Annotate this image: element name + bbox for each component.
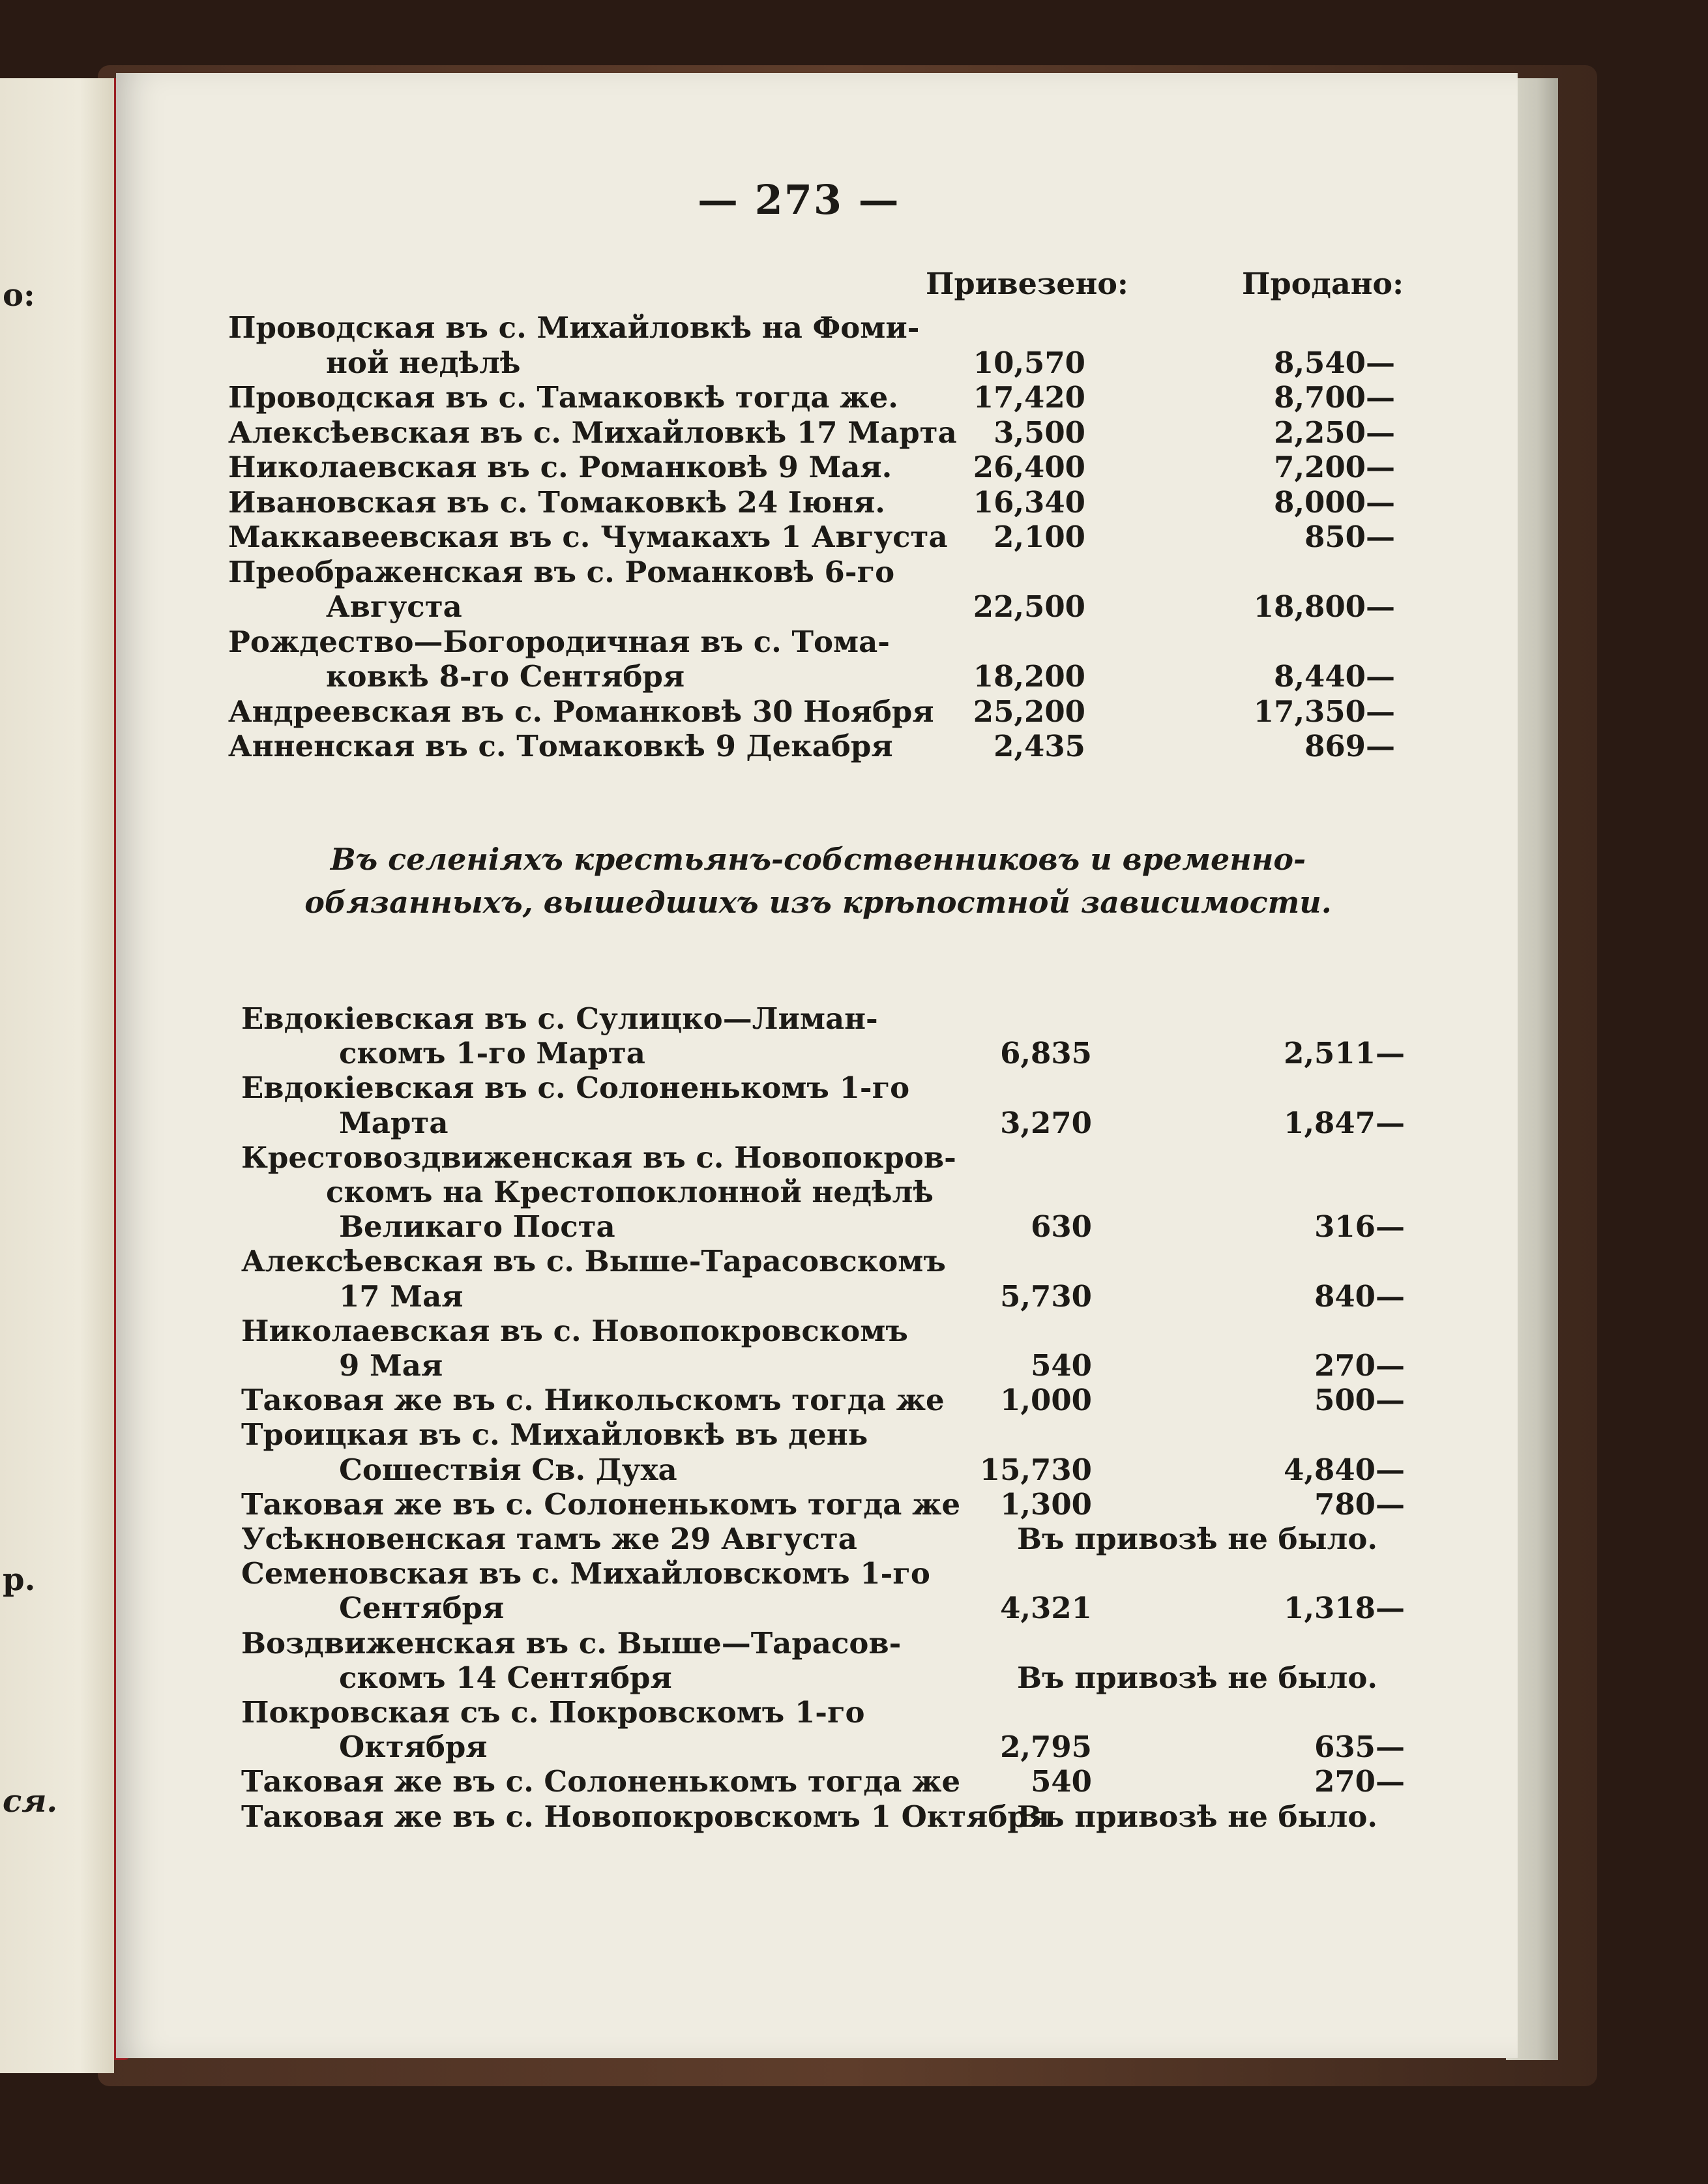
left-fragment: ся.: [3, 1783, 58, 1820]
sold-value: 270—: [1314, 1348, 1405, 1383]
fair-name-line: скомъ 1-го Марта: [339, 1036, 645, 1071]
fair-name-line: Сошествія Св. Духа: [339, 1452, 677, 1487]
brought-value: 2,795: [1000, 1730, 1092, 1765]
fair-name-line: Маккавеевская въ с. Чумакахъ 1 Августа: [228, 520, 948, 554]
section-title: Въ селеніяхъ крестьянъ-собственниковъ и временно-обязанныхъ, вышедшихъ изъ крѣпостной зависимости.: [304, 842, 1332, 920]
fair-name-line: Николаевская въ с. Романковѣ 9 Мая.: [228, 450, 892, 484]
page-number: — 273 —: [698, 176, 900, 224]
sold-value: 1,318—: [1284, 1591, 1405, 1626]
fair-name-line: Алексѣевская въ с. Михайловкѣ 17 Марта: [228, 415, 957, 450]
sold-value: 500—: [1314, 1383, 1405, 1418]
table-row-line: [0, 1694, 1708, 1731]
table-row-line: [0, 1763, 1708, 1800]
fair-name-line: Марта: [339, 1105, 449, 1140]
table-row-line: [0, 310, 1708, 346]
column-header-sold: Продано:: [1242, 266, 1404, 301]
brought-value: 25,200: [973, 694, 1085, 729]
table-row-line: [0, 624, 1708, 660]
brought-value: 630: [1031, 1209, 1092, 1245]
table-row-line: [0, 1140, 1708, 1176]
fair-name-line: скомъ 14 Сентября: [339, 1660, 672, 1695]
fair-name-line: Семеновская въ с. Михайловскомъ 1-го: [241, 1556, 930, 1591]
table-row-line: [0, 1660, 1708, 1696]
sold-value: 316—: [1314, 1209, 1405, 1245]
fair-name-line: Проводская въ с. Тамаковкѣ тогда же.: [228, 380, 898, 415]
fair-name-line: ной недѣлѣ: [326, 345, 521, 380]
brought-value: 10,570: [973, 345, 1085, 380]
fair-name-line: Анненская въ с. Томаковкѣ 9 Декабря: [228, 729, 893, 763]
left-fragment: о:: [3, 277, 35, 314]
fair-name-line: Сентября: [339, 1591, 505, 1626]
table-row-line: [0, 1105, 1708, 1142]
table-row-line: [0, 1174, 1708, 1211]
brought-value: 6,835: [1000, 1036, 1092, 1071]
fair-name-line: Таковая же въ с. Солоненькомъ тогда же: [241, 1486, 961, 1522]
fair-name-line: Покровская съ с. Покровскомъ 1-го: [241, 1695, 865, 1730]
brought-value: 5,730: [1000, 1278, 1092, 1314]
sold-value: 8,440—: [1274, 659, 1395, 694]
sold-value: 1,847—: [1284, 1105, 1405, 1140]
table-row-line: [0, 1452, 1708, 1488]
sold-value: 635—: [1314, 1730, 1405, 1765]
fair-name-line: Троицкая въ с. Михайловкѣ въ день: [241, 1417, 868, 1453]
table-row-line: [0, 1070, 1708, 1106]
sold-value: 2,250—: [1274, 415, 1395, 450]
table-row-line: [0, 658, 1708, 695]
fair-name-line: Николаевская въ с. Новопокровскомъ: [241, 1313, 908, 1348]
brought-value: 17,420: [973, 380, 1085, 415]
table-row-line: [0, 1243, 1708, 1280]
fair-name-line: Евдокіевская въ с. Сулицко—Лиман-: [241, 1001, 878, 1036]
table-row-line: [0, 345, 1708, 381]
fair-name-line: Великаго Поста: [339, 1209, 615, 1245]
fair-name-line: скомъ на Крестопоклонной недѣлѣ: [326, 1175, 934, 1209]
sold-value: 840—: [1314, 1278, 1405, 1314]
sold-value: 850—: [1304, 520, 1395, 554]
fair-name-line: Октября: [339, 1730, 488, 1765]
brought-value: 2,435: [994, 729, 1085, 763]
table-row-line: [0, 1348, 1708, 1384]
sold-value: 8,000—: [1274, 484, 1395, 520]
sold-value: 7,200—: [1274, 450, 1395, 484]
sold-value: 8,540—: [1274, 345, 1395, 380]
table-row-line: [0, 1521, 1708, 1557]
fair-name-line: Воздвиженская въ с. Выше—Тарасов-: [241, 1625, 902, 1660]
fair-name-line: ковкѣ 8-го Сентября: [326, 659, 685, 694]
not-brought-note: Въ привозѣ не было.: [1017, 1660, 1378, 1695]
fair-name-line: Алексѣевская въ с. Выше-Тарасовскомъ: [241, 1244, 946, 1279]
table-row-line: [0, 589, 1708, 625]
fair-name-line: Проводская въ с. Михайловкѣ на Фоми-: [228, 310, 920, 345]
fair-name-line: Ивановская въ с. Томаковкѣ 24 Іюня.: [228, 484, 885, 520]
brought-value: 18,200: [973, 659, 1085, 694]
table-row-line: [0, 1035, 1708, 1072]
table-row-line: [0, 1001, 1708, 1037]
fair-name-line: 9 Мая: [339, 1348, 443, 1383]
table-row-line: [0, 1625, 1708, 1662]
table-row-line: [0, 1417, 1708, 1453]
fair-name-line: Таковая же въ с. Никольскомъ тогда же: [241, 1383, 945, 1418]
table-row-line: [0, 554, 1708, 591]
table-row-line: [0, 1382, 1708, 1419]
brought-value: 22,500: [973, 589, 1085, 624]
brought-value: 4,321: [1000, 1591, 1092, 1626]
table-row-line: [0, 1209, 1708, 1245]
fair-name-line: Августа: [326, 589, 462, 624]
sold-value: 18,800—: [1253, 589, 1395, 624]
sold-value: 869—: [1304, 729, 1395, 763]
table-row-line: [0, 1486, 1708, 1523]
table-row-line: [0, 1313, 1708, 1350]
table-row-line: [0, 379, 1708, 416]
left-fragment: р.: [3, 1561, 36, 1598]
brought-value: 16,340: [973, 484, 1085, 520]
brought-value: 2,100: [994, 520, 1085, 554]
column-header-brought: Привезено:: [926, 266, 1128, 301]
table-row-line: [0, 415, 1708, 451]
table-row-line: [0, 728, 1708, 765]
sold-value: 2,511—: [1284, 1036, 1405, 1071]
table-row-line: [0, 449, 1708, 486]
fair-name-line: Крестовоздвиженская въ с. Новопокров-: [241, 1140, 956, 1175]
sold-value: 270—: [1314, 1764, 1405, 1799]
brought-value: 1,000: [1000, 1383, 1092, 1418]
brought-value: 3,270: [1000, 1105, 1092, 1140]
fair-name-line: Андреевская въ с. Романковѣ 30 Ноября: [228, 694, 934, 729]
sold-value: 4,840—: [1284, 1452, 1405, 1487]
brought-value: 540: [1031, 1348, 1092, 1383]
not-brought-note: Въ привозѣ не было.: [1017, 1522, 1378, 1556]
brought-value: 1,300: [1000, 1486, 1092, 1522]
sold-value: 17,350—: [1253, 694, 1395, 729]
table-row-line: [0, 484, 1708, 521]
brought-value: 540: [1031, 1764, 1092, 1799]
brought-value: 3,500: [994, 415, 1085, 450]
not-brought-note: Въ привозѣ не было.: [1017, 1799, 1378, 1834]
fair-name-line: Преображенская въ с. Романковѣ 6-го: [228, 554, 895, 589]
fair-name-line: Рождество—Богородичная въ с. Тома-: [228, 624, 890, 659]
table-row-line: [0, 1556, 1708, 1592]
brought-value: 15,730: [979, 1452, 1092, 1487]
table-row-line: [0, 1590, 1708, 1627]
table-row-line: [0, 1278, 1708, 1315]
sold-value: 8,700—: [1274, 380, 1395, 415]
table-row-line: [0, 694, 1708, 730]
fair-name-line: Усѣкновенская тамъ же 29 Августа: [241, 1522, 857, 1556]
fair-name-line: Евдокіевская въ с. Солоненькомъ 1-го: [241, 1070, 910, 1106]
fair-name-line: Таковая же въ с. Солоненькомъ тогда же: [241, 1764, 961, 1799]
fair-name-line: 17 Мая: [339, 1278, 464, 1314]
table-row-line: [0, 1729, 1708, 1765]
table-row-line: [0, 519, 1708, 555]
sold-value: 780—: [1314, 1486, 1405, 1522]
fair-name-line: Таковая же въ с. Новопокровскомъ 1 Октября: [241, 1799, 1050, 1834]
table-row-line: [0, 1799, 1708, 1835]
brought-value: 26,400: [973, 450, 1085, 484]
